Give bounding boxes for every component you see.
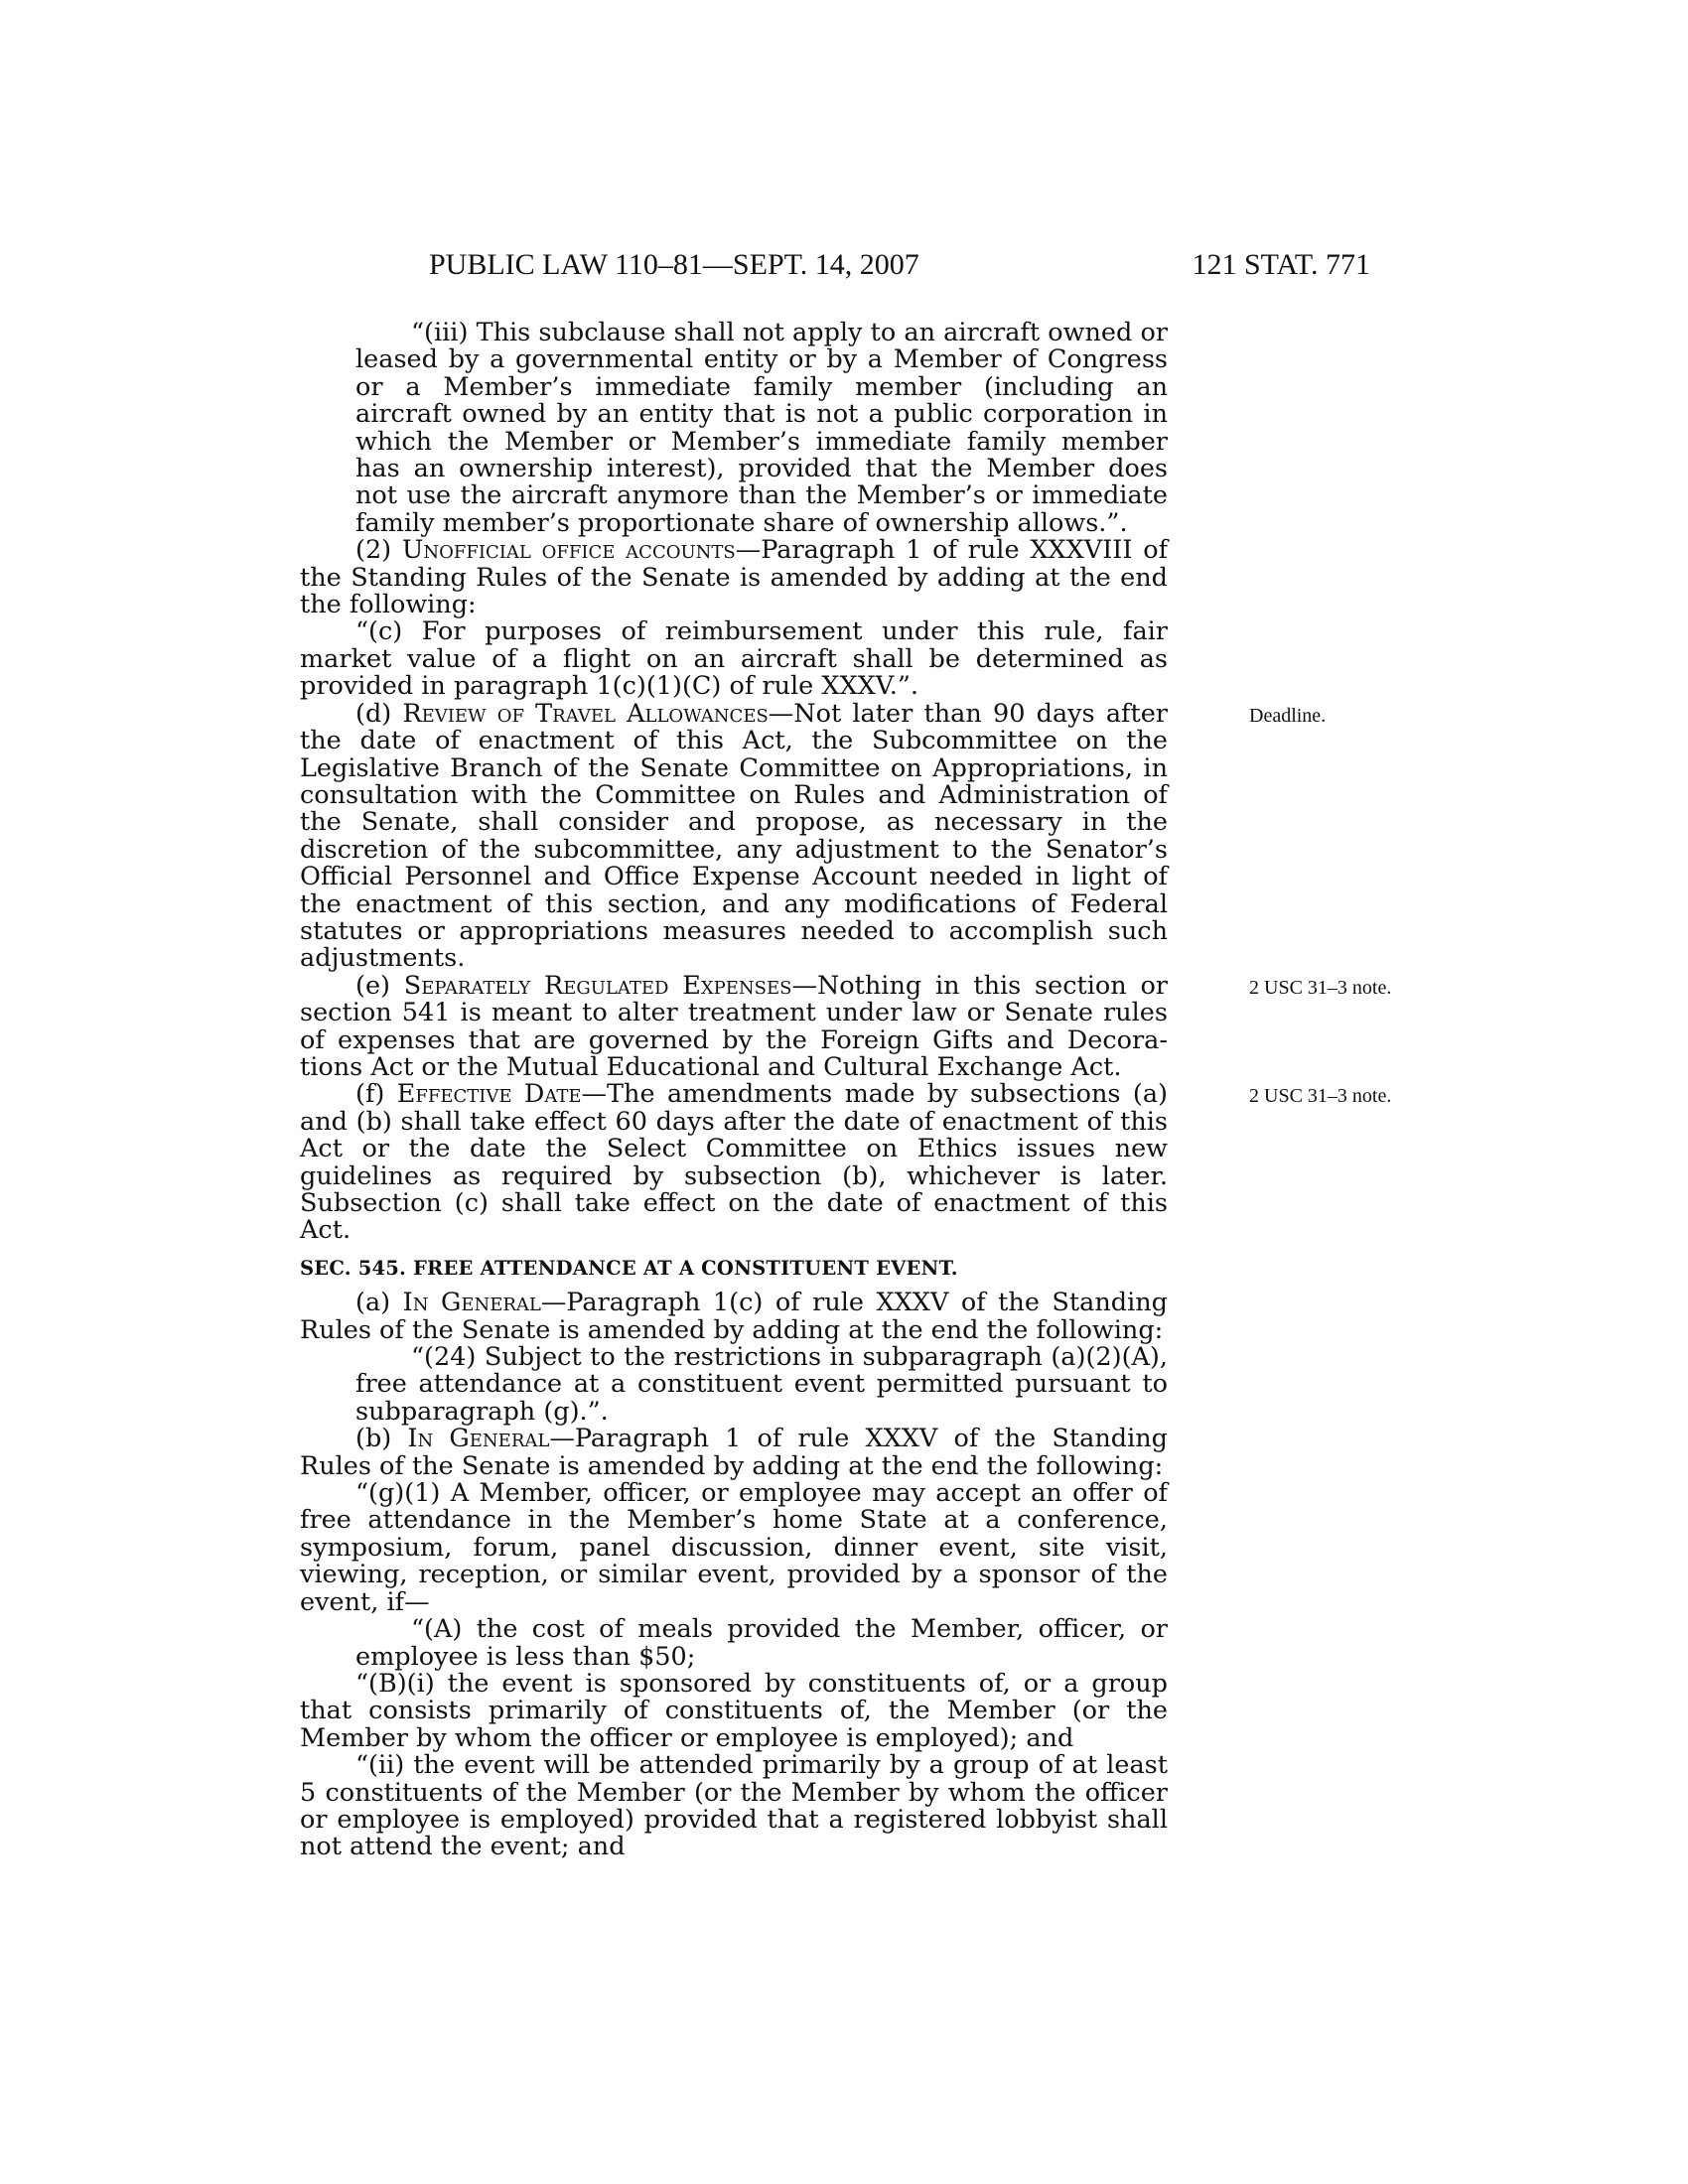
paragraph-label: (a)	[355, 1288, 391, 1318]
paragraph-e	[300, 970, 1392, 1082]
paragraph-label: (d)	[355, 698, 392, 729]
margin-note: 2 USC 31–3 note.	[1249, 976, 1392, 999]
paragraph-heading: Effective Date	[396, 1079, 582, 1110]
paragraph-d	[300, 698, 1327, 974]
running-head: PUBLIC LAW 110–81—SEPT. 14, 2007	[429, 248, 919, 281]
paragraph-text: —The amendments made by subsections (a) and (b) shall take effect 60 days after the date of enactment of this Act or the date the Select Committee on Ethics issues new guidelines as required by subsection (b), whichever is later. Subsection (c) shall take effect on the date of enactment of this Act.	[300, 1079, 1168, 1246]
document-body	[300, 318, 1392, 1862]
section-label: SEC. 545.	[300, 1256, 406, 1280]
paragraph-text: —Paragraph 1(c) of rule XXXV of the Standing Rules of the Senate is amended by adding at the end the following:	[300, 1288, 1169, 1345]
paragraph-heading: Separately Regulated Expenses	[403, 970, 792, 1001]
section-title: FREE ATTENDANCE AT A CONSTITUENT EVENT.	[413, 1256, 958, 1280]
margin-note: Deadline.	[1249, 704, 1327, 727]
paragraph-b	[300, 1426, 1168, 1480]
paragraph-label: (f)	[355, 1079, 385, 1110]
paragraph-text: —Paragraph 1 of rule XXXVIII of the Standing Rules of the Senate is amended by adding at the end the following:	[300, 535, 1169, 620]
paragraph-heading: In General	[407, 1424, 550, 1454]
paragraph-heading: In General	[402, 1288, 541, 1318]
paragraph-iii: “(iii) This subclause shall not apply to an aircraft owned or leased by a governmental entity or by a Member of Congress or a Member’s immediate family member (including an aircraft owned by an entity that is not a public corporation in which the Member or Member’s immediate family member has an ownership interest), provided that the Member does not use the aircraft anymore than the Member’s or immediate family member’s proportionate share of ownership allows.”.	[355, 318, 1168, 538]
paragraph-text: —Nothing in this section or section 541 is meant to alter treatment under law or Senate rules of expenses that are governed by the Foreign Gifts and Decorations Act or the Mutual Educational and Cultural Exchange Act.	[300, 970, 1168, 1082]
page-header	[298, 248, 1370, 288]
paragraph-c-quote: “(c) For purposes of reimbursement under this rule, fair market value of a flight on an aircraft shall be determined as provided in paragraph 1(c)(1)(C) of rule XXXV.”.	[300, 616, 1168, 702]
paragraph-g1-quote: “(g)(1) A Member, officer, or employee may accept an offer of free attendance in the Member’s home State at a conference, symposium, forum, panel discussion, dinner event, site visit, viewing, reception, or similar event, provided by a sponsor of the event, if—	[300, 1478, 1168, 1617]
paragraph-label: (e)	[355, 970, 390, 1001]
paragraph-label: (b)	[355, 1424, 392, 1454]
margin-note: 2 USC 31–3 note.	[1249, 1085, 1392, 1108]
paragraph-heading: Unofficial office accounts	[401, 535, 736, 566]
paragraph-a	[300, 1290, 1168, 1344]
paragraph-24-quote: “(24) Subject to the restrictions in subparagraph (a)(2)(A), free attendance at a constituent event permitted pursuant to subparagraph (g).”.	[355, 1342, 1168, 1427]
paragraph-f	[300, 1079, 1392, 1246]
paragraph-2	[300, 537, 1168, 618]
paragraph-Bi-quote: “(B)(i) the event is sponsored by constituents of, or a group that consists primarily of constituents of, the Member (or the Member by whom the officer or employee is employed); and	[300, 1668, 1168, 1753]
paragraph-text: —Paragraph 1 of rule XXXV of the Standing Rules of the Senate is amended by adding at the end the following:	[300, 1424, 1168, 1481]
paragraph-text: —Not later than 90 days after the date of enactment of this Act, the Subcommittee on the Legislative Branch of the Senate Committee on Appropriations, in consultation with the Committee on Rules and Administration of the Senate, shall consider and propose, as necessary in the discretion of the subcommittee, any adjustment to the Senator’s Official Personnel and Office Expense Account needed in light of the enactment of this section, and any modifications of Federal statutes or appropriations measures needed to accomplish such adjustments.	[300, 698, 1168, 974]
section-heading	[300, 1255, 1168, 1282]
paragraph-heading: Review of Travel Allowances	[402, 698, 769, 729]
paragraph-ii-quote: “(ii) the event will be attended primarily by a group of at least 5 constituents of the Member (or the Member by whom the officer or employee is employed) provided that a registered lobbyist shall not attend the event; and	[300, 1750, 1168, 1862]
paragraph-A-quote: “(A) the cost of meals provided the Member, officer, or employee is less than $50;	[355, 1614, 1168, 1672]
page-number: 121 STAT. 771	[1192, 248, 1370, 281]
paragraph-label: (2)	[355, 535, 392, 566]
